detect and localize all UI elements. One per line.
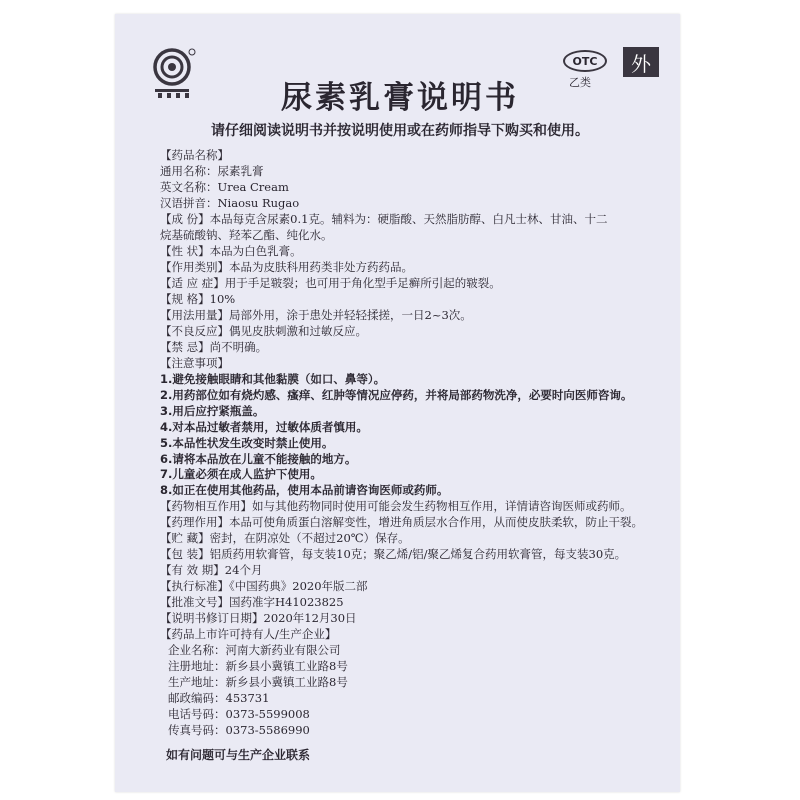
storage: 【贮 藏】密封，在阴凉处（不超过20℃）保存。 xyxy=(160,531,410,546)
revision-date: 【说明书修订日期】2020年12月30日 xyxy=(160,611,357,626)
drug-interactions: 【药物相互作用】如与其他药物同时使用可能会发生药物相互作用，详情请咨询医师或药师。 xyxy=(160,499,632,514)
english-name: 英文名称：Urea Cream xyxy=(160,179,289,194)
precaution-item: 7.儿童必须在成人监护下使用。 xyxy=(160,467,322,482)
production-address: 生产地址：新乡县小冀镇工业路8号 xyxy=(168,675,348,690)
company-name: 企业名称：河南大新药业有限公司 xyxy=(168,643,341,658)
fax-number: 传真号码：0373-5586990 xyxy=(168,723,310,737)
contraindications: 【禁 忌】尚不明确。 xyxy=(160,339,268,354)
adverse-reactions: 【不良反应】偶见皮肤刺激和过敏反应。 xyxy=(160,323,367,338)
specification: 【规 格】10% xyxy=(160,291,236,306)
precaution-item: 6.请将本品放在儿童不能接触的地方。 xyxy=(160,451,357,466)
contact-footer: 如有问题可与生产企业联系 xyxy=(166,748,311,762)
dosage: 【用法用量】局部外用，涂于患处并轻轻揉搓，一日2~3次。 xyxy=(160,307,472,322)
otc-badge: OTC xyxy=(563,50,607,72)
section-manufacturer: 【药品上市许可持有人/生产企业】 xyxy=(160,627,337,642)
precaution-item: 1.避免接触眼睛和其他黏膜（如口、鼻等）。 xyxy=(160,371,386,386)
pharmacology: 【药理作用】本品可使角质蛋白溶解变性，增进角质层水合作用，从而使皮肤柔软，防止干裂。 xyxy=(160,515,643,530)
registered-address: 注册地址：新乡县小冀镇工业路8号 xyxy=(168,659,348,674)
document-title: 尿素乳膏说明书 xyxy=(281,80,519,116)
phone-number: 电话号码：0373-5599008 xyxy=(168,707,310,721)
approval-number: 【批准文号】国药准字H41023825 xyxy=(160,595,344,610)
precaution-item: 2.用药部位如有烧灼感、瘙痒、红肿等情况应停药，并将局部药物洗净，必要时向医师咨询。 xyxy=(160,387,633,402)
indications: 【适 应 症】用于手足皲裂；也可用于角化型手足癣所引起的皲裂。 xyxy=(160,275,501,290)
standard: 【执行标准】《中国药典》2020年版二部 xyxy=(160,579,368,594)
postal-code: 邮政编码：453731 xyxy=(168,691,270,706)
otc-class-label: 乙类 xyxy=(569,76,591,89)
precaution-item: 8.如正在使用其他药品，使用本品前请咨询医师或药师。 xyxy=(160,483,449,498)
section-precautions: 【注意事项】 xyxy=(160,355,229,370)
pinyin-name: 汉语拼音：Niaosu Rugao xyxy=(160,195,300,210)
drug-category: 【作用类别】本品为皮肤科用药类非处方药药品。 xyxy=(160,259,413,274)
precaution-item: 4.对本品过敏者禁用，过敏体质者慎用。 xyxy=(160,419,368,434)
precaution-item: 5.本品性状发生改变时禁止使用。 xyxy=(160,435,334,450)
ingredients: 【成 份】本品每克含尿素0.1克。辅料为：硬脂酸、天然脂肪醇、白凡士林、甘油、十二 xyxy=(160,211,608,226)
generic-name: 通用名称：尿素乳膏 xyxy=(160,164,264,178)
section-drug-name: 【药品名称】 xyxy=(160,148,229,162)
external-use-mark: 外 xyxy=(623,47,659,77)
packaging: 【包 装】铝质药用软膏管，每支装10克；聚乙烯/铝/聚乙烯复合药用软膏管，每支装30克。 xyxy=(160,547,627,562)
shelf-life: 【有 效 期】24个月 xyxy=(160,563,263,578)
appearance: 【性 状】本品为白色乳膏。 xyxy=(160,243,302,258)
document-subtitle: 请仔细阅读说明书并按说明使用或在药师指导下购买和使用。 xyxy=(211,123,589,139)
ingredients-continued: 烷基硫酸钠、羟苯乙酯、纯化水。 xyxy=(160,227,333,242)
precaution-item: 3.用后应拧紧瓶盖。 xyxy=(160,403,265,418)
